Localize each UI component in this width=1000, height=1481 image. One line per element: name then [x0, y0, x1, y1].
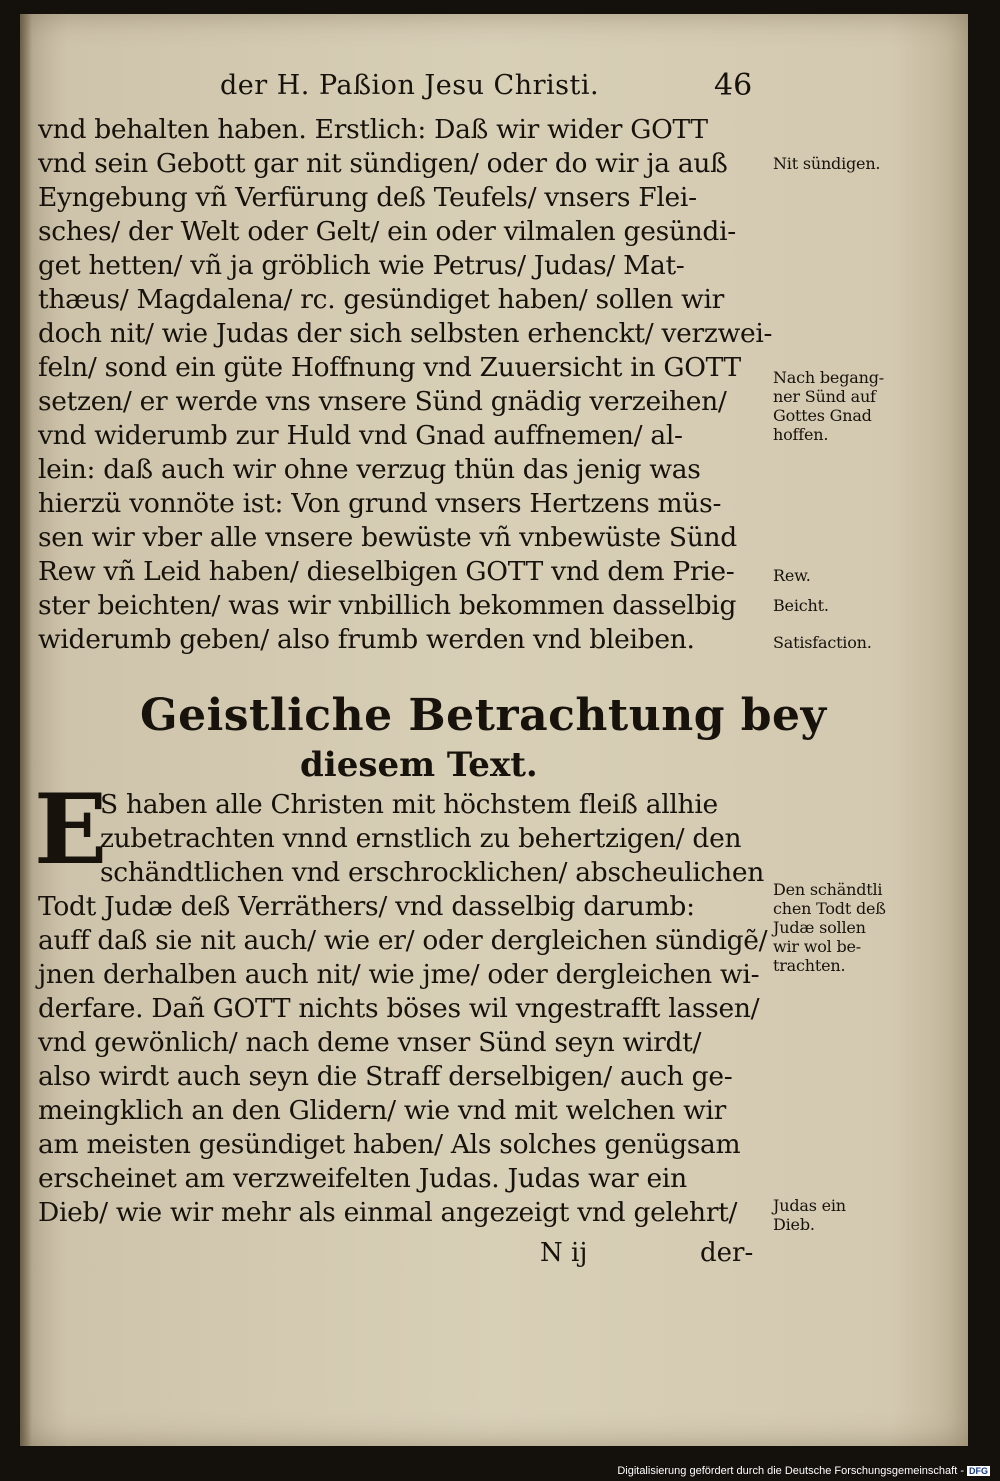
text-line: jnen derhalben auch nit/ wie jme/ oder dergleichen wi-: [38, 959, 760, 990]
text-line: setzen/ er werde vns vnsere Sünd gnädig verzeihen/: [38, 386, 727, 417]
text-line: auff daß sie nit auch/ wie er/ oder dergleichen sündigẽ/: [38, 925, 768, 956]
text-line: doch nit/ wie Judas der sich selbsten erhenckt/ verzwei-: [38, 318, 773, 349]
credit-text: Digitalisierung gefördert durch die Deutsche Forschungsgemeinschaft -: [617, 1465, 964, 1477]
text-line: Todt Judæ deß Verräthers/ vnd dasselbig darumb:: [38, 891, 695, 922]
margin-note-line: trachten.: [773, 956, 846, 975]
text-line: vnd widerumb zur Huld vnd Gnad auffnemen/ al-: [38, 420, 683, 451]
text-line: hierzü vonnöte ist: Von grund vnsers Hertzens müs-: [38, 488, 722, 519]
margin-note-line: Judas ein: [773, 1196, 846, 1215]
signature-mark: N ij: [540, 1238, 588, 1268]
text-line: Dieb/ wie wir mehr als einmal angezeigt vnd gelehrt/: [38, 1197, 738, 1228]
text-line: Eyngebung vñ Verfürung deß Teufels/ vnsers Flei-: [38, 182, 697, 213]
text-line: thæus/ Magdalena/ rc. gesündiget haben/ sollen wir: [38, 284, 725, 315]
margin-note-line: Den schändtli: [773, 880, 883, 899]
text-line: get hetten/ vñ ja gröblich wie Petrus/ Judas/ Mat-: [38, 250, 685, 281]
text-line: feln/ sond ein güte Hoffnung vnd Zuuersicht in GOTT: [38, 352, 741, 383]
binding-gutter: [20, 14, 32, 1446]
catchword: der-: [700, 1238, 754, 1268]
section-subheading: diesem Text.: [300, 745, 538, 785]
margin-note-line: ner Sünd auf: [773, 387, 876, 406]
margin-note-line: Satisfaction.: [773, 633, 872, 652]
text-line: meingklich an den Glidern/ wie vnd mit welchen wir: [38, 1095, 727, 1126]
text-line: S haben alle Christen mit höchstem fleiß allhie: [100, 789, 718, 820]
text-line: widerumb geben/ also frumb werden vnd bleiben.: [38, 624, 695, 655]
margin-note-line: Nit sündigen.: [773, 154, 881, 173]
text-line: Rew vñ Leid haben/ dieselbigen GOTT vnd dem Prie-: [38, 556, 735, 587]
digitization-credit: [617, 1465, 990, 1477]
margin-note: [773, 1196, 846, 1234]
margin-note-line: Rew.: [773, 566, 811, 585]
text-line: lein: daß auch wir ohne verzug thün das jenig was: [38, 454, 701, 485]
margin-note: [773, 633, 872, 652]
margin-note-line: Dieb.: [773, 1215, 815, 1234]
margin-note-line: Judæ sollen: [773, 918, 866, 937]
text-line: vnd behalten haben. Erstlich: Daß wir wider GOTT: [38, 114, 708, 145]
text-line: derfare. Dañ GOTT nichts böses wil vngestrafft lassen/: [38, 993, 760, 1024]
running-title: der H. Paßion Jesu Christi.: [220, 70, 600, 101]
dfg-logo-icon: DFG: [969, 1466, 988, 1477]
drop-capital: E: [34, 773, 108, 886]
margin-note-line: hoffen.: [773, 425, 829, 444]
folio-number: 46: [714, 68, 753, 103]
margin-note: [773, 154, 880, 173]
text-line: zubetrachten vnnd ernstlich zu behertzigen/ den: [100, 823, 742, 854]
text-line: vnd gewönlich/ nach deme vnser Sünd seyn wirdt/: [38, 1027, 702, 1058]
text-line: sen wir vber alle vnsere bewüste vñ vnbewüste Sünd: [38, 522, 737, 553]
text-line: vnd sein Gebott gar nit sündigen/ oder do wir ja auß: [38, 148, 728, 179]
margin-note-line: Gottes Gnad: [773, 406, 872, 425]
text-line: erscheinet am verzweifelten Judas. Judas war ein: [38, 1163, 687, 1194]
margin-note-line: wir wol be-: [773, 937, 861, 956]
section-heading: Geistliche Betrachtung bey: [140, 690, 827, 741]
text-line: ster beichten/ was wir vnbillich bekommen dasselbig: [38, 590, 737, 621]
margin-note-line: Nach begang-: [773, 368, 884, 387]
text-line: am meisten gesündiget haben/ Als solches genügsam: [38, 1129, 741, 1160]
text-line: sches/ der Welt oder Gelt/ ein oder vilmalen gesündi-: [38, 216, 736, 247]
margin-note: [773, 368, 884, 444]
text-line: also wirdt auch seyn die Straff derselbigen/ auch ge-: [38, 1061, 733, 1092]
text-line: schändtlichen vnd erschrocklichen/ abscheulichen: [100, 857, 765, 888]
margin-note: [773, 880, 886, 975]
margin-note-line: Beicht.: [773, 596, 829, 615]
margin-note: [773, 566, 811, 585]
margin-note: [773, 596, 829, 615]
margin-note-line: chen Todt deß: [773, 899, 886, 918]
